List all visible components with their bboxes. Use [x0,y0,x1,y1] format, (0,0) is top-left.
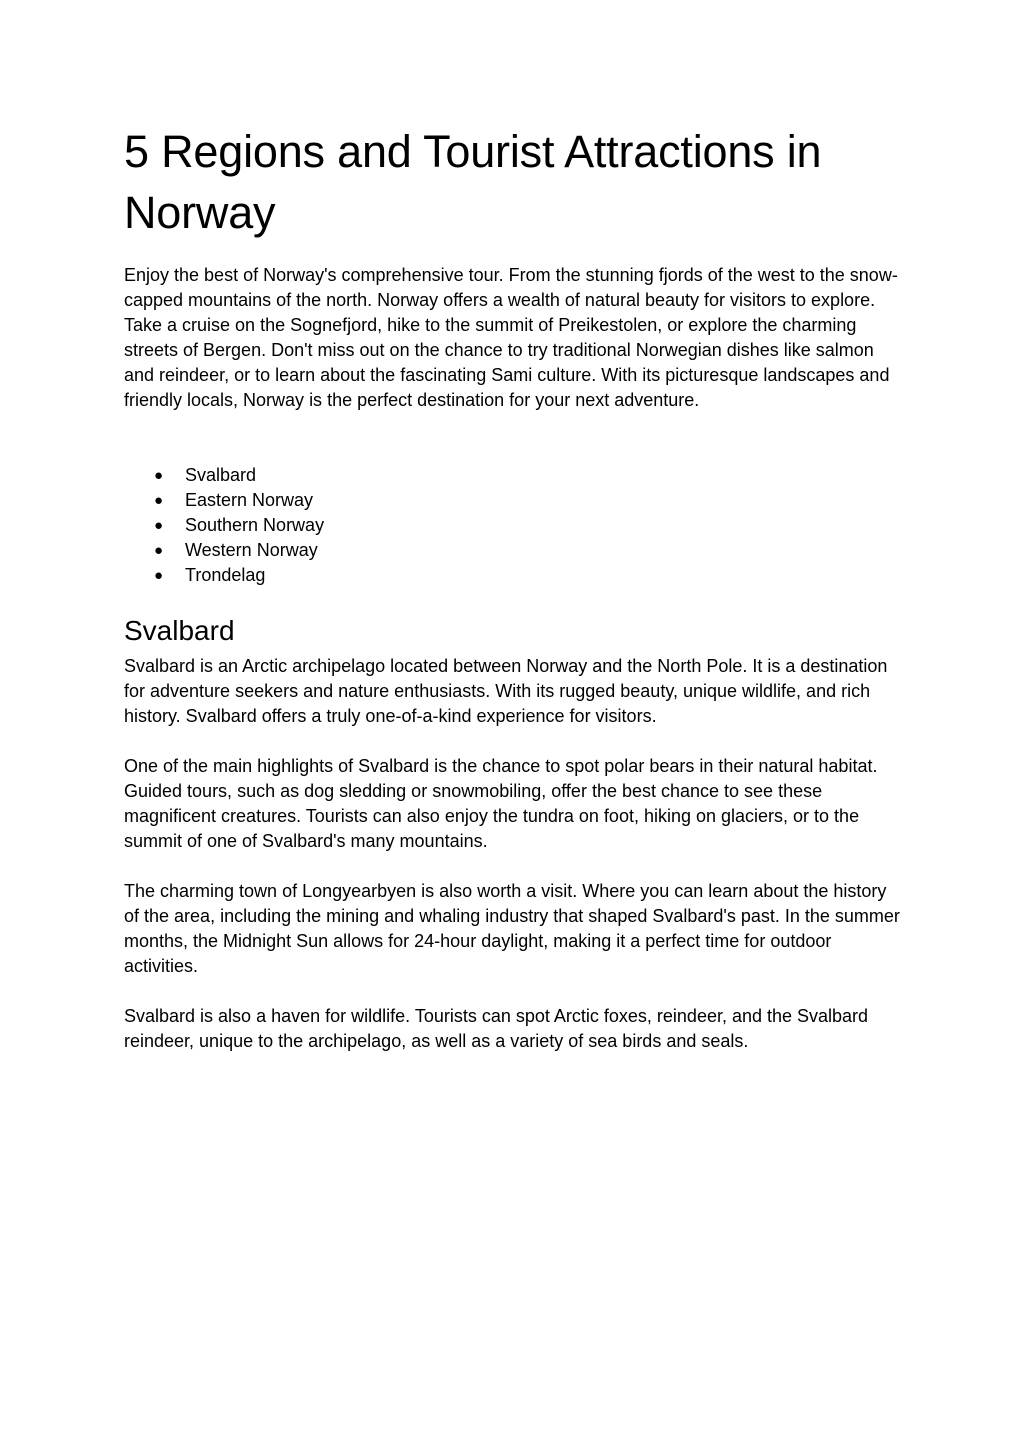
document-page [124,121,902,1054]
intro-paragraph: Enjoy the best of Norway's comprehensive tour. From the stunning fjords of the west to the snow-capped mountains of the north. Norway offers a wealth of natural beauty for visitors to explore. Take a cruise on the Sognefjord, hike to the summit of Preikestolen, or explore the charming streets of Bergen. Don't miss out on the chance to try traditional Norwegian dishes like salmon and reindeer, or to learn about the fascinating Sami culture. With its picturesque landscapes and friendly locals, Norway is the perfect destination for your next adventure. [124,265,898,410]
bullet-icon: ● [154,517,164,534]
section-heading: Svalbard [124,615,235,646]
section-body [124,654,902,1054]
document-title: 5 Regions and Tourist Attractions in Norway [124,126,822,238]
list-item-label: Eastern Norway [185,490,314,510]
bullet-icon: ● [154,467,164,484]
list-item [124,563,902,588]
list-item-label: Western Norway [185,540,318,560]
list-item [124,488,902,513]
bullet-icon: ● [154,492,164,509]
list-item-label: Southern Norway [185,515,325,535]
section-paragraph: One of the main highlights of Svalbard is the chance to spot polar bears in their natural habitat. Guided tours, such as dog sledding or snowmobiling, offer the best chance to see these magnificent creatures. Tourists can also enjoy the tundra on foot, hiking on glaciers, or to the summit of one of Svalbard's many mountains. [124,756,878,851]
region-list [124,463,902,588]
bullet-icon: ● [154,567,164,584]
section-paragraph: Svalbard is also a haven for wildlife. Tourists can spot Arctic foxes, reindeer, and the Svalbard reindeer, unique to the archipelago, as well as a variety of sea birds and seals. [124,1006,869,1051]
section-paragraph: Svalbard is an Arctic archipelago located between Norway and the North Pole. It is a destination for adventure seekers and nature enthusiasts. With its rugged beauty, unique wildlife, and rich history. Svalbard offers a truly one-of-a-kind experience for visitors. [124,656,888,726]
list-item [124,513,902,538]
list-item-label: Svalbard [185,465,257,485]
list-item-label: Trondelag [185,565,266,585]
bullet-icon: ● [154,542,164,559]
list-item [124,463,902,488]
list-item [124,538,902,563]
section-paragraph: The charming town of Longyearbyen is also worth a visit. Where you can learn about the history of the area, including the mining and whaling industry that shaped Svalbard's past. In the summer months, the Midnight Sun allows for 24-hour daylight, making it a perfect time for outdoor activities. [124,881,900,976]
